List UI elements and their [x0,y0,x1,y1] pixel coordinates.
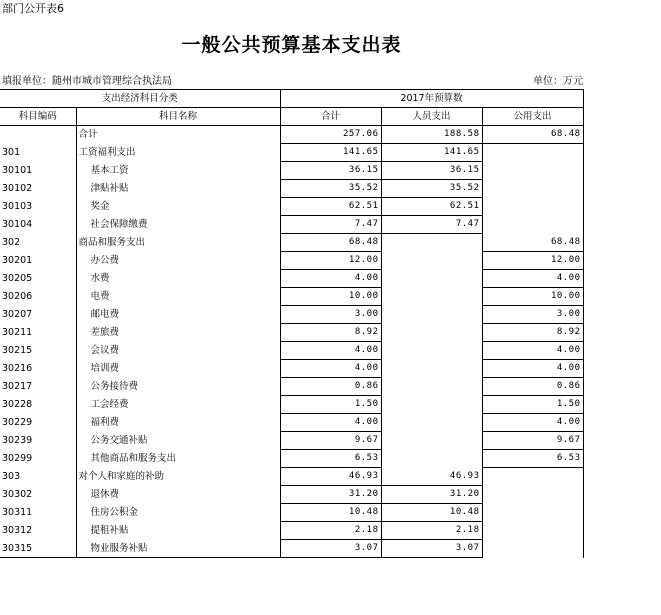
cell-public: 4.00 [482,360,583,378]
cell-code: 30302 [2,489,33,500]
cell-code: 30228 [2,399,33,410]
cell-personnel [381,288,482,306]
cell-personnel: 62.51 [381,198,482,216]
cell-code: 30205 [2,273,33,284]
cell-code: 30215 [2,345,33,356]
cell-total: 10.00 [280,288,381,306]
cell-personnel [381,396,482,414]
header-row-1 [0,90,583,108]
cell-code: 30207 [2,309,33,320]
table-row [0,414,583,432]
table-row [0,162,583,180]
cell-code: 30239 [2,435,33,446]
table-row [0,468,583,486]
cell-name-text: 工资福利支出 [78,147,136,158]
cell-name-text: 对个人和家庭的补助 [78,471,165,482]
header-row-2 [0,108,583,126]
table-row [0,360,583,378]
cell-name-text: 津贴补贴 [90,183,129,194]
cell-code: 30101 [2,165,33,176]
cell-name-text: 社会保障缴费 [90,219,148,230]
table-row [0,450,583,468]
cell-code: 303 [2,471,21,482]
cell-name-text: 邮电费 [90,309,120,320]
table-row [0,324,583,342]
cell-name-text: 福利费 [90,417,120,428]
reporting-unit: 填报单位：随州市城市管理综合执法局 [2,76,172,87]
cell-public: 68.48 [482,234,583,252]
cell-total: 2.18 [280,522,381,540]
cell-personnel: 10.48 [381,504,482,522]
cell-public: 3.00 [482,306,583,324]
header-public: 公用支出 [482,108,583,126]
cell-total: 10.48 [280,504,381,522]
cell-public [482,144,583,162]
cell-code: 302 [2,237,21,248]
cell-name-text: 工会经费 [90,399,129,410]
cell-public: 68.48 [482,126,583,144]
cell-name [76,342,280,360]
cell-personnel: 188.58 [381,126,482,144]
table-row [0,540,583,558]
cell-total: 4.00 [280,270,381,288]
cell-name-text: 差旅费 [90,327,120,338]
cell-total: 4.00 [280,414,381,432]
cell-name-text: 水费 [90,273,110,284]
cell-public: 10.00 [482,288,583,306]
cell-name-text: 物业服务补贴 [90,542,148,554]
table-row [0,306,583,324]
table-row [0,432,583,450]
cell-total: 36.15 [280,162,381,180]
cell-public [482,522,583,540]
cell-total: 3.07 [280,540,381,558]
table-row [0,396,583,414]
cell-name-text: 会议费 [90,345,120,356]
table-row [0,234,583,252]
table-row [0,252,583,270]
page-title: 一般公共预算基本支出表 [181,34,402,56]
cell-code: 30211 [2,327,33,338]
cell-personnel [381,324,482,342]
table-row [0,144,583,162]
header-total: 合计 [280,108,381,126]
cell-public: 0.86 [482,378,583,396]
cell-name [76,360,280,378]
cell-total: 35.52 [280,180,381,198]
cell-name [76,288,280,306]
cell-personnel [381,252,482,270]
table-row [0,270,583,288]
cell-total: 1.50 [280,396,381,414]
table-row [0,288,583,306]
cell-name [76,414,280,432]
cell-name-text: 合计 [78,129,98,141]
cell-name [76,216,280,234]
cell-public [482,198,583,216]
cell-name [76,486,280,504]
header-code: 科目编码 [0,108,76,126]
cell-code: 30206 [2,291,33,302]
cell-public: 4.00 [482,414,583,432]
cell-public [482,540,583,558]
cell-total: 62.51 [280,198,381,216]
cell-personnel [381,378,482,396]
cell-name-text: 基本工资 [90,165,129,176]
cell-total: 46.93 [280,468,381,486]
cell-public [482,180,583,198]
cell-name [76,522,280,540]
cell-name [76,234,280,252]
cell-name-text: 退休费 [90,489,120,500]
cell-name [76,396,280,414]
cell-code: 30299 [2,453,33,464]
cell-personnel [381,306,482,324]
cell-name [76,378,280,396]
table-number-label: 部门公开表6 [2,2,64,15]
table-row [0,522,583,540]
header-personnel: 人员支出 [381,108,482,126]
cell-public: 4.00 [482,342,583,360]
cell-name [76,162,280,180]
cell-code [0,126,76,144]
cell-total: 68.48 [280,234,381,252]
cell-name [76,324,280,342]
cell-total: 9.67 [280,432,381,450]
cell-name-text: 奖金 [90,201,110,212]
cell-public: 8.92 [482,324,583,342]
cell-code: 30315 [0,540,76,558]
cell-name [76,144,280,162]
cell-code: 30229 [2,417,33,428]
cell-name [76,450,280,468]
cell-total: 4.00 [280,360,381,378]
cell-name-text: 提租补贴 [90,525,129,536]
cell-name [76,126,280,144]
cell-personnel [381,450,482,468]
table-row [0,378,583,396]
table-row [0,126,583,144]
cell-name-text: 公务接待费 [90,381,139,392]
cell-code: 30104 [2,219,33,230]
table-row [0,180,583,198]
cell-code: 30103 [2,201,33,212]
cell-name-text: 办公费 [90,255,120,266]
cell-name-text: 其他商品和服务支出 [90,453,177,464]
cell-code: 30311 [2,507,33,518]
cell-name [76,432,280,450]
table-row [0,486,583,504]
cell-name [76,504,280,522]
cell-public [482,504,583,522]
cell-total: 0.86 [280,378,381,396]
cell-name [76,198,280,216]
cell-code: 30201 [2,255,33,266]
cell-total: 141.65 [280,144,381,162]
cell-total: 3.00 [280,306,381,324]
table-row [0,198,583,216]
cell-code: 30102 [2,183,33,194]
cell-public: 12.00 [482,252,583,270]
cell-code: 30217 [2,381,33,392]
cell-total: 8.92 [280,324,381,342]
cell-personnel: 36.15 [381,162,482,180]
cell-total: 31.20 [280,486,381,504]
header-classification: 支出经济科目分类 [0,90,280,108]
cell-name [76,270,280,288]
table-row [0,342,583,360]
cell-public [482,486,583,504]
cell-public [482,216,583,234]
cell-personnel: 7.47 [381,216,482,234]
cell-public [482,162,583,180]
currency-unit: 单位：万元 [533,76,583,87]
header-name: 科目名称 [76,108,280,126]
cell-name [76,468,280,486]
cell-name [76,540,280,558]
cell-public: 4.00 [482,270,583,288]
cell-personnel: 2.18 [381,522,482,540]
cell-name [76,180,280,198]
cell-personnel [381,414,482,432]
cell-personnel [381,432,482,450]
budget-table [0,89,584,558]
cell-total: 12.00 [280,252,381,270]
cell-name-text: 住房公积金 [90,507,139,518]
cell-public: 6.53 [482,450,583,468]
cell-name-text: 公务交通补贴 [90,435,148,446]
cell-public: 9.67 [482,432,583,450]
cell-name [76,306,280,324]
cell-total: 257.06 [280,126,381,144]
cell-total: 4.00 [280,342,381,360]
cell-personnel [381,342,482,360]
header-budget: 2017年预算数 [280,90,583,108]
table-row [0,216,583,234]
cell-public: 1.50 [482,396,583,414]
cell-personnel [381,360,482,378]
cell-name-text: 电费 [90,291,110,302]
cell-personnel: 3.07 [381,540,482,558]
cell-personnel: 141.65 [381,144,482,162]
cell-personnel [381,270,482,288]
cell-total: 7.47 [280,216,381,234]
cell-code: 301 [2,147,21,158]
cell-name-text: 商品和服务支出 [78,237,146,248]
cell-personnel: 35.52 [381,180,482,198]
cell-code: 30312 [2,525,33,536]
table-row [0,504,583,522]
cell-code: 30216 [2,363,33,374]
cell-name-text: 培训费 [90,363,120,374]
cell-personnel [381,234,482,252]
cell-public [482,468,583,486]
cell-personnel: 46.93 [381,468,482,486]
cell-total: 6.53 [280,450,381,468]
cell-name [76,252,280,270]
cell-personnel: 31.20 [381,486,482,504]
